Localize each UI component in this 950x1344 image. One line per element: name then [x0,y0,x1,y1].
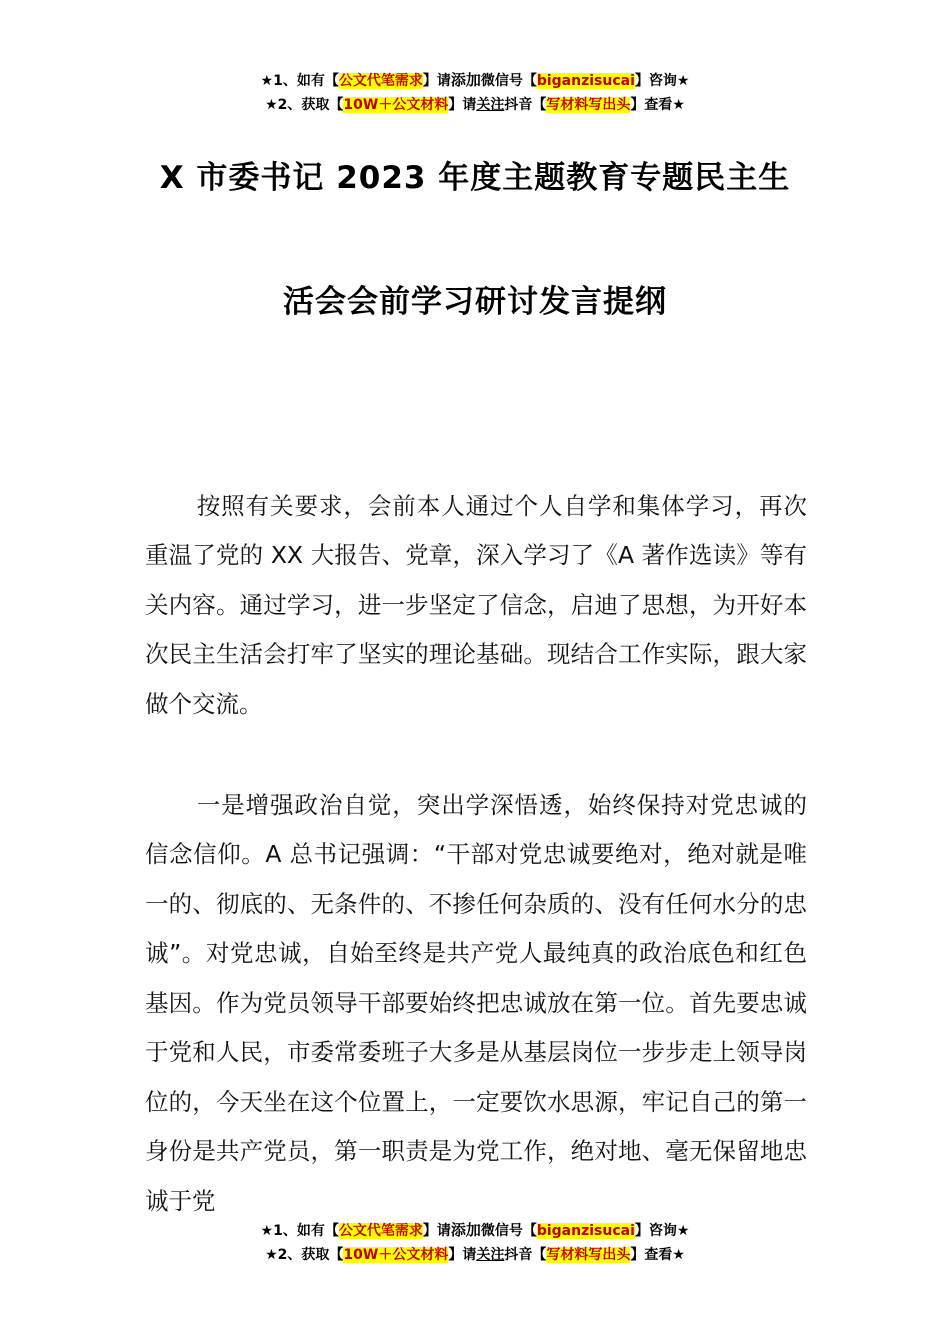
document-title-line-1: X 市委书记 2023 年度主题教育专题民主生 [159,160,791,196]
promo-emphasis: 关注 [476,1247,505,1263]
promo-text: 】请 [448,97,477,113]
promo-emphasis: 添加 [450,1221,481,1239]
promo-banner-top [0,68,950,117]
promo-text: 抖音【 [504,97,547,113]
promo-text: 】请 [448,1247,477,1263]
promo-line-1 [0,1218,950,1243]
promo-highlight: 写材料写出头 [546,97,631,113]
promo-highlight: 公文代笔需求 [338,1223,423,1239]
promo-highlight: biganzisucai [536,73,635,89]
promo-text: ★1、如有【 [260,1223,339,1239]
promo-highlight: 写材料写出头 [546,1247,631,1263]
promo-text: 抖音【 [504,1247,547,1263]
promo-emphasis: 添加 [450,71,481,89]
promo-highlight: biganzisucai [536,1223,635,1239]
body-paragraph: 按照有关要求，会前本人通过个人自学和集体学习，再次重温了党的 XX 大报告、党章，深入学习了《A 著作选读》等有关内容。通过学习，进一步坚定了信念，启迪了思想，为开好本次民主生活会打牢了坚实的理论基础。现结合工作实际，跟大家做个交流。 [145,491,807,718]
promo-text: ★2、获取【 [265,97,344,113]
promo-highlight: 10W＋公文材料 [343,97,449,113]
promo-highlight: 公文代笔需求 [338,73,423,89]
body-paragraph: 一是增强政治自觉，突出学深悟透，始终保持对党忠诚的信念信仰。A 总书记强调：“干部对党忠诚要绝对，绝对就是唯一的、彻底的、无条件的、不掺任何杂质的、没有任何水分的忠诚”。对党忠诚，自始至终是共产党人最纯真的政治底色和红色基因。作为党员领导干部要始终把忠诚放在第一位。首先要忠诚于党和人民，市委常委班子大多是从基层岗位一步步走上领导岗位的，今天坐在这个位置上，一定要饮水思源，牢记自己的第一身份是共产党员，第一职责是为党工作，绝对地、毫无保留地忠诚于党 [145,790,807,1215]
promo-text: ★2、获取【 [265,1247,344,1263]
promo-text: 】咨询★ [634,1223,690,1239]
promo-text: 】查看★ [630,97,685,113]
promo-line-2 [0,1243,950,1267]
promo-text: 】请 [422,73,451,89]
promo-text: 微信号【 [480,1223,537,1239]
promo-text: 】咨询★ [634,73,690,89]
promo-text: 】查看★ [630,1247,685,1263]
promo-banner-bottom [0,1218,950,1267]
document-title-line-2: 活会会前学习研讨发言提纲 [283,284,667,320]
promo-text: 】请 [422,1223,451,1239]
promo-text: 微信号【 [480,73,537,89]
promo-line-2 [0,93,950,117]
promo-text: ★1、如有【 [260,73,339,89]
promo-line-1 [0,68,950,93]
promo-highlight: 10W＋公文材料 [343,1247,449,1263]
promo-emphasis: 关注 [476,97,505,113]
